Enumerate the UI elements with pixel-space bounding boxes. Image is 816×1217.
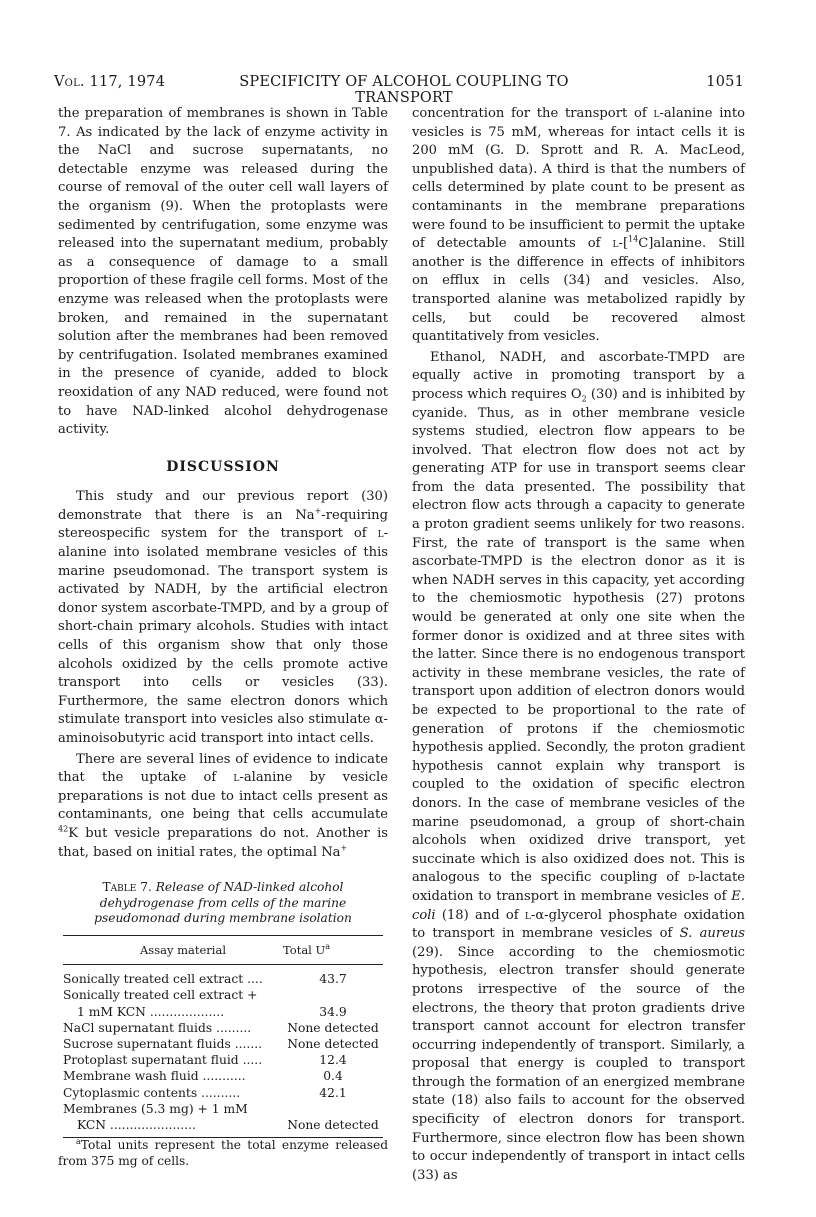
table-row — [63, 987, 383, 1003]
row-material: 1 mM KCN ................... — [77, 1004, 225, 1019]
row-value: 0.4 — [323, 1069, 343, 1084]
running-title: SPECIFICITY OF ALCOHOL COUPLING TO TRANSPORT — [239, 74, 569, 106]
table-row — [63, 1101, 383, 1117]
discussion-paragraph-4: Ethanol, NADH, and ascorbate-TMPD are equally active in promoting transport by a process which requires $O_2$ (30) and is inhibited by cyanide. Thus, as in other membrane vesicle systems studied, electron flow appears to be involved. That electron flow does not act by generating ATP for use in transport seems clear from the data presented. The possibility that electron flow acts through a capacity to generate a proton gradient seems unlikely for two reasons. First, the rate of transport is the same when ascorbate-TMPD is the electron donor as it is when NADH serves in this capacity, yet according to the chemiosmotic hypothesis (27) protons would be generated at only one site when the former donor is oxidized and at three sites with the latter. Since there is no endogenous transport activity in these membrane vesicles, the rate of transport upon addition of electron donors would be expected to be proportional to the rate of generation of protons if the chemiosmotic hypothesis applied. Secondly, the proton gradient hypothesis cannot explain why transport is coupled to the oxidation of specific electron donors. In the case of membrane vesicles of the marine pseudomonad, a group of short-chain alcohols when oxidized drive transport, yet succinate which is also oxidized does not. This is analogous to the specific coupling of d-lactate oxidation to transport in membrane vesicles of E. coli (18) and of l-α-glycerol phosphate oxidation to transport in membrane vesicles of S. aureus (29). Since according to the chemiosmotic hypothesis, electron transfer should generate protons irrespective of the source of the electrons, the theory that proton gradients drive transport cannot account for electron transfer occurring independently of transport. Similarly, a proposal that energy is coupled to transport through the formation of an energized membrane state (18) also fails to account for the observed specificity of electron donors for transport. Furthermore, since electron flow has been shown to occur independently of transport in intact cells (33) as — [412, 349, 745, 1183]
row-material: Sonically treated cell extract .... — [63, 972, 263, 987]
table-caption-text: Release of NAD-linked alcohol dehydrogenase from cells of the marine pseudomonad during membrane isolation — [94, 880, 352, 926]
discussion-paragraph-1: This study and our previous report (30) demonstrate that there is an Na+-requiring stereospecific system for the transport of l-alanine into isolated membrane vesicles of this marine pseudomonad. The transport system is activated by NADH, by the artificial electron donor system ascorbate-TMPD, and by a group of short-chain primary alcohols. Studies with intact cells of this organism show that only those alcohols oxidized by the cells promote active transport into cells or vesicles (33). Furthermore, the same electron donors which stimulate transport into vesicles also stimulate α-aminoisobutyric acid transport into intact cells. — [58, 489, 388, 746]
left-column — [58, 105, 388, 1169]
row-value: 43.7 — [319, 972, 347, 987]
row-value: None detected — [287, 1020, 379, 1035]
table-row — [63, 1020, 383, 1036]
table-row — [63, 1085, 383, 1101]
table-row — [63, 965, 383, 988]
discussion-paragraph-2: There are several lines of evidence to indicate that the uptake of l-alanine by vesicle preparations is not due to intact cells present as contaminants, one being that cells accumulate $^{42}$K but vesicle preparations do not. Another is that, based on initial rates, the optimal Na+ — [58, 751, 388, 860]
column-header-material: Assay material — [63, 935, 283, 965]
column-header-total: Total $U^a$ — [283, 935, 383, 965]
row-material: Sucrose supernatant fluids ....... — [63, 1037, 263, 1052]
row-material: Sonically treated cell extract + — [63, 988, 258, 1003]
right-column — [412, 105, 745, 1185]
row-value: None detected — [283, 1117, 383, 1138]
row-material: Membrane wash fluid ........... — [63, 1069, 246, 1084]
row-value — [283, 987, 383, 1003]
table-row — [63, 1052, 383, 1068]
row-value: 12.4 — [319, 1053, 347, 1068]
enzyme-release-table — [63, 935, 383, 1139]
row-material: KCN ...................... — [63, 1117, 283, 1138]
journal-volume: Vol. 117, 1974 — [54, 74, 166, 90]
table-row — [63, 1036, 383, 1052]
row-value: 42.1 — [319, 1085, 347, 1100]
table-footnote: $^a$Total units represent the total enzyme released from 375 mg of cells. — [58, 1137, 388, 1168]
row-material: Membranes (5.3 mg) + 1 mM — [63, 1101, 248, 1116]
table-row — [63, 1004, 383, 1020]
row-value: 34.9 — [319, 1004, 347, 1019]
table-row — [63, 1068, 383, 1084]
table-caption — [58, 880, 388, 927]
discussion-paragraph-3: concentration for the transport of l-alanine into vesicles is 75 mM, whereas for intact cells it is 200 mM (G. D. Sprott and R. A. MacLeod, unpublished data). A third is that the numbers of cells determined by plate count to be present as contaminants in the membrane preparations were found to be insufficient to permit the uptake of detectable amounts of l-[$^{14}$C]alanine. Still another is the difference in effects of inhibitors on efflux in cells (34) and vesicles. Also, transported alanine was metabolized rapidly by cells, but could be recovered almost quantitatively from vesicles. — [412, 106, 745, 345]
table-label: Table 7. — [102, 880, 152, 895]
row-material: NaCl supernatant fluids ......... — [63, 1020, 252, 1035]
row-value — [283, 1101, 383, 1117]
discussion-heading: DISCUSSION — [166, 458, 280, 475]
row-value: None detected — [287, 1037, 379, 1052]
results-paragraph: the preparation of membranes is shown in Table 7. As indicated by the lack of enzyme activity in the NaCl and sucrose supernatants, no detectable enzyme was released during the course of removal of the outer cell wall layers of the organism (9). When the protoplasts were sedimented by centrifugation, some enzyme was released into the supernatant medium, probably as a consequence of damage to a small proportion of these fragile cell forms. Most of the enzyme was released when the protoplasts were broken, and remained in the supernatant solution after the membranes had been removed by centrifugation. Isolated membranes examined in the presence of cyanide, added to block reoxidation of any NAD reduced, were found not to have NAD-linked alcohol dehydrogenase activity. — [58, 106, 388, 438]
table-row — [63, 1117, 383, 1138]
row-material: Protoplast supernatant fluid ..... — [63, 1053, 263, 1068]
row-material: Cytoplasmic contents .......... — [63, 1085, 241, 1100]
page-number: 1051 — [706, 74, 744, 90]
running-header — [54, 72, 744, 106]
